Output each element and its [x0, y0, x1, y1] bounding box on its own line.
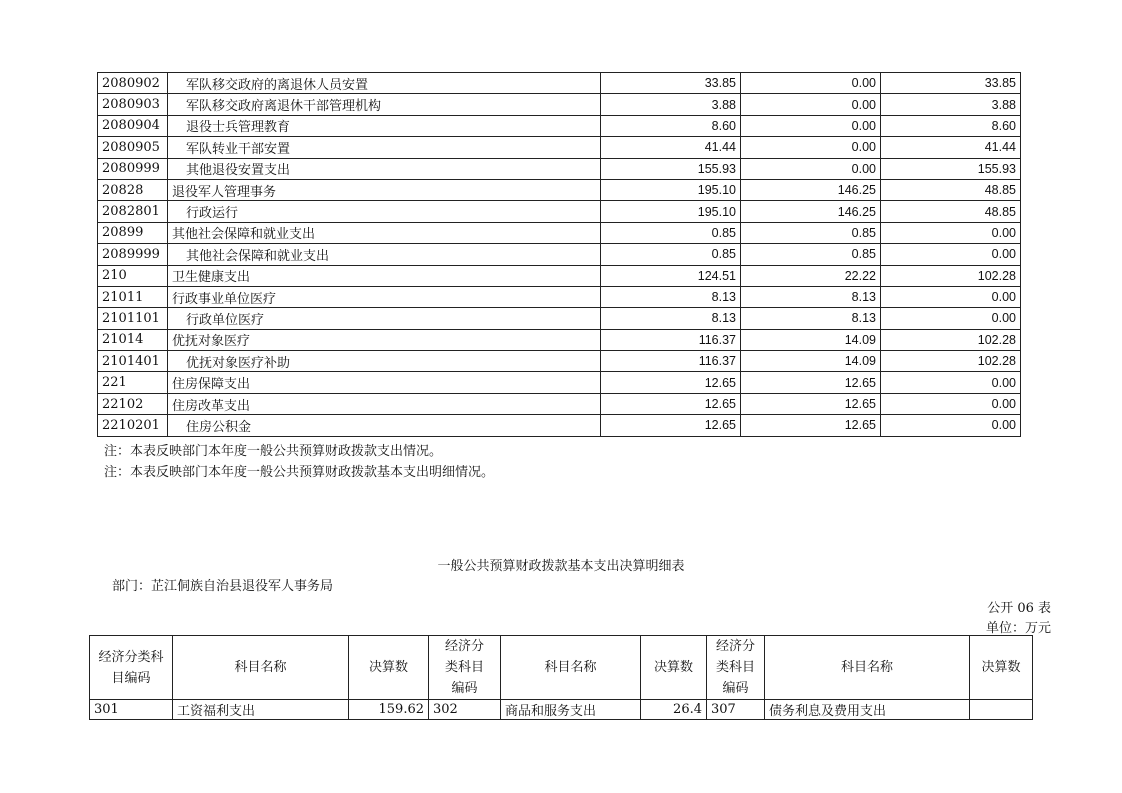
header-name-b: 科目名称 — [501, 636, 641, 700]
cell-code: 21014 — [98, 329, 168, 350]
cell-project: 0.00 — [881, 308, 1021, 329]
cell-name: 行政运行 — [168, 201, 601, 222]
cell-basic: 12.65 — [741, 415, 881, 436]
cell-project: 102.28 — [881, 329, 1021, 350]
table-row — [98, 73, 1021, 94]
cell-total: 12.65 — [601, 393, 741, 414]
header-amount-b: 决算数 — [641, 636, 707, 700]
table-row — [98, 351, 1021, 372]
cell-name: 工资福利支出 — [173, 700, 349, 720]
cell-code: 210 — [98, 265, 168, 286]
cell-project: 41.44 — [881, 137, 1021, 158]
cell-name: 退役士兵管理教育 — [168, 115, 601, 136]
cell-total: 155.93 — [601, 158, 741, 179]
cell-basic: 14.09 — [741, 329, 881, 350]
cell-project: 0.00 — [881, 415, 1021, 436]
cell-code: 21011 — [98, 286, 168, 307]
cell-code: 2210201 — [98, 415, 168, 436]
cell-basic: 0.85 — [741, 222, 881, 243]
table-row — [98, 393, 1021, 414]
cell-basic: 22.22 — [741, 265, 881, 286]
header-amount-a: 决算数 — [349, 636, 429, 700]
cell-code: 2101401 — [98, 351, 168, 372]
cell-name: 其他社会保障和就业支出 — [168, 222, 601, 243]
cell-total: 0.85 — [601, 244, 741, 265]
cell-name: 军队移交政府的离退休人员安置 — [168, 73, 601, 94]
cell-name: 行政单位医疗 — [168, 308, 601, 329]
unit-label: 单位：万元 — [985, 621, 1051, 636]
cell-total: 33.85 — [601, 73, 741, 94]
cell-total: 8.60 — [601, 115, 741, 136]
cell-total: 124.51 — [601, 265, 741, 286]
cell-total: 12.65 — [601, 415, 741, 436]
table-row — [98, 415, 1021, 436]
table-title: 一般公共预算财政拨款基本支出决算明细表 — [437, 559, 685, 574]
cell-total: 195.10 — [601, 179, 741, 200]
cell-basic: 0.00 — [741, 73, 881, 94]
table-row — [98, 94, 1021, 115]
basic-expenditure-detail-table — [89, 635, 1033, 720]
cell-code: 307 — [707, 700, 765, 720]
table-row — [90, 700, 1033, 720]
table-row — [98, 222, 1021, 243]
cell-name: 军队移交政府离退休干部管理机构 — [168, 94, 601, 115]
cell-project: 48.85 — [881, 201, 1021, 222]
table-row — [98, 372, 1021, 393]
cell-code: 22102 — [98, 393, 168, 414]
cell-code: 20899 — [98, 222, 168, 243]
cell-project: 0.00 — [881, 393, 1021, 414]
cell-name: 其他社会保障和就业支出 — [168, 244, 601, 265]
table-row — [98, 265, 1021, 286]
cell-code: 2080999 — [98, 158, 168, 179]
cell-amount: 26.4 — [641, 700, 707, 720]
cell-project: 0.00 — [881, 222, 1021, 243]
cell-name: 商品和服务支出 — [501, 700, 641, 720]
cell-amount: 159.62 — [349, 700, 429, 720]
cell-project: 8.60 — [881, 115, 1021, 136]
header-amount-c: 决算数 — [970, 636, 1033, 700]
cell-total: 116.37 — [601, 329, 741, 350]
table-row — [98, 308, 1021, 329]
cell-name: 其他退役安置支出 — [168, 158, 601, 179]
form-number: 公开 06 表 — [987, 601, 1051, 616]
cell-code: 2089999 — [98, 244, 168, 265]
cell-name: 军队转业干部安置 — [168, 137, 601, 158]
cell-name: 住房公积金 — [168, 415, 601, 436]
cell-basic: 8.13 — [741, 308, 881, 329]
cell-basic: 14.09 — [741, 351, 881, 372]
cell-code: 221 — [98, 372, 168, 393]
table-row — [98, 179, 1021, 200]
cell-total: 8.13 — [601, 308, 741, 329]
cell-total: 195.10 — [601, 201, 741, 222]
cell-total: 3.88 — [601, 94, 741, 115]
cell-total: 8.13 — [601, 286, 741, 307]
cell-basic: 0.85 — [741, 244, 881, 265]
cell-code: 2082801 — [98, 201, 168, 222]
cell-code: 2080902 — [98, 73, 168, 94]
cell-name: 行政事业单位医疗 — [168, 286, 601, 307]
expenditure-table — [97, 72, 1021, 437]
header-row — [90, 636, 1033, 700]
cell-basic: 0.00 — [741, 94, 881, 115]
cell-basic: 12.65 — [741, 393, 881, 414]
cell-project: 155.93 — [881, 158, 1021, 179]
cell-basic: 0.00 — [741, 137, 881, 158]
table-row — [98, 115, 1021, 136]
table-row — [98, 329, 1021, 350]
cell-total: 12.65 — [601, 372, 741, 393]
cell-basic: 0.00 — [741, 158, 881, 179]
header-code-b: 经济分 类科目 编码 — [429, 636, 501, 700]
cell-name: 优抚对象医疗补助 — [168, 351, 601, 372]
cell-code: 2080905 — [98, 137, 168, 158]
cell-project: 0.00 — [881, 372, 1021, 393]
cell-project: 0.00 — [881, 244, 1021, 265]
cell-basic: 0.00 — [741, 115, 881, 136]
cell-basic: 146.25 — [741, 179, 881, 200]
cell-name: 退役军人管理事务 — [168, 179, 601, 200]
cell-project: 0.00 — [881, 286, 1021, 307]
cell-total: 0.85 — [601, 222, 741, 243]
cell-name: 优抚对象医疗 — [168, 329, 601, 350]
header-code-c: 经济分 类科目 编码 — [707, 636, 765, 700]
note-1: 注：本表反映部门本年度一般公共预算财政拨款支出情况。 — [104, 444, 443, 459]
cell-project: 102.28 — [881, 265, 1021, 286]
table-row — [98, 201, 1021, 222]
cell-basic: 12.65 — [741, 372, 881, 393]
table-row — [98, 158, 1021, 179]
header-name-c: 科目名称 — [765, 636, 970, 700]
cell-name: 债务利息及费用支出 — [765, 700, 970, 720]
cell-amount — [970, 700, 1033, 720]
cell-code: 20828 — [98, 179, 168, 200]
cell-code: 2101101 — [98, 308, 168, 329]
cell-project: 102.28 — [881, 351, 1021, 372]
cell-code: 2080903 — [98, 94, 168, 115]
cell-project: 33.85 — [881, 73, 1021, 94]
cell-code: 302 — [429, 700, 501, 720]
note-2: 注：本表反映部门本年度一般公共预算财政拨款基本支出明细情况。 — [104, 465, 495, 480]
cell-project: 48.85 — [881, 179, 1021, 200]
header-code-a: 经济分类科 目编码 — [90, 636, 173, 700]
table-row — [98, 244, 1021, 265]
cell-project: 3.88 — [881, 94, 1021, 115]
cell-code: 2080904 — [98, 115, 168, 136]
cell-total: 116.37 — [601, 351, 741, 372]
table-row — [98, 286, 1021, 307]
table-row — [98, 137, 1021, 158]
cell-basic: 8.13 — [741, 286, 881, 307]
department-label: 部门：芷江侗族自治县退役军人事务局 — [112, 579, 334, 594]
cell-basic: 146.25 — [741, 201, 881, 222]
cell-name: 卫生健康支出 — [168, 265, 601, 286]
cell-name: 住房改革支出 — [168, 393, 601, 414]
cell-name: 住房保障支出 — [168, 372, 601, 393]
cell-code: 301 — [90, 700, 173, 720]
header-name-a: 科目名称 — [173, 636, 349, 700]
cell-total: 41.44 — [601, 137, 741, 158]
